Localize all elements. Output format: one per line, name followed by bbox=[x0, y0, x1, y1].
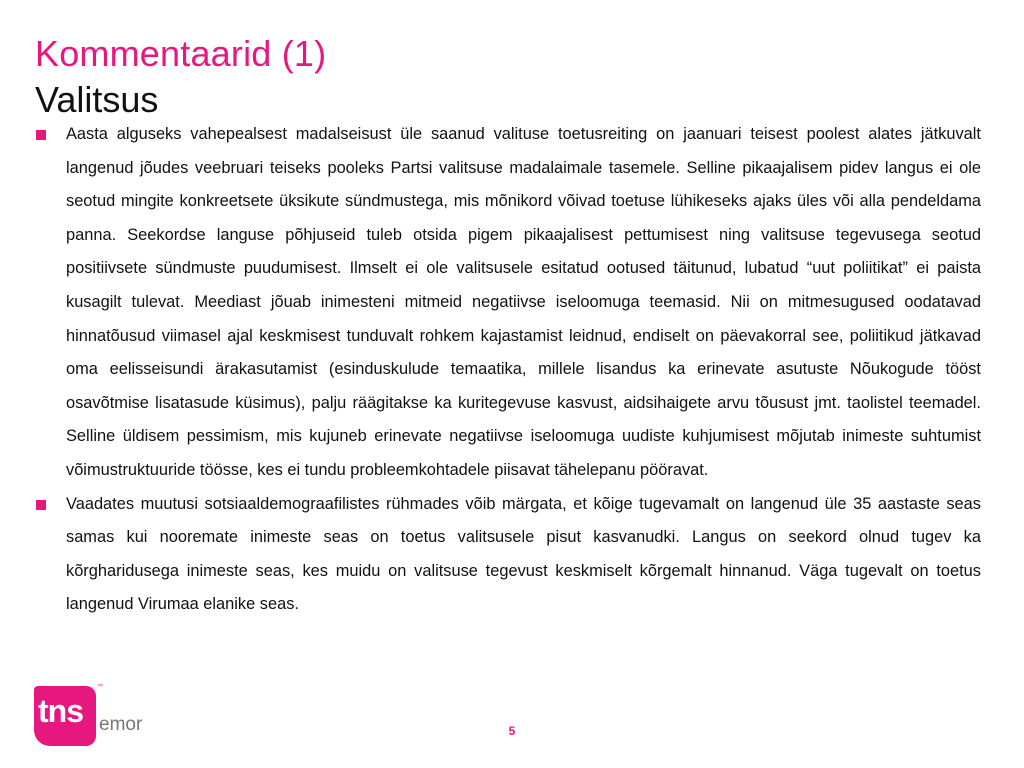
page-number: 5 bbox=[508, 724, 516, 738]
trademark-symbol: ™ bbox=[97, 684, 103, 690]
logo-brand-text: tns bbox=[38, 693, 83, 729]
tns-emor-logo bbox=[34, 686, 144, 748]
logo-mark bbox=[34, 686, 96, 746]
square-bullet-icon bbox=[36, 500, 46, 510]
slide-title: Kommentaarid (1) bbox=[35, 33, 327, 74]
bullet-text: Aasta alguseks vahepealsest madalseisust üle saanud valituse toetusreiting on jaanuari teisest poolest alates jätkuvalt langenud jõudes veebruari teiseks pooleks Partsi valitsuse madalaimale tasemele. Selline pikaajalisem pidev langus ei ole seotud mingite konkreetsete üksikute sündmustega, mis mõnikord võivad toetuse lühikeseks ajaks üles või alla pendeldama panna. Seekordse languse põhjuseid tuleb otsida pigem pikaajalisest pettumisest ning valitsuse tegevusega seotud positiivsete sündmuste puudumisest. Ilmselt ei ole valitsusele esitatud ootused täitunud, lubatud “uut poliitikat” ei paista kusagilt tulevat. Meediast jõuab inimesteni mitmeid negatiivse iseloomuga teemasid. Nii on mitmesugused oodatavad hinnatõusud viimasel ajal keskmisest tunduvalt rohkem kajastamist leidnud, endiselt on päevakorral see, poliitikud jätkavad oma eelisseisundi ärakasutamist (esinduskulude temaatika, millele lisandus ka erinevate asutuste Nõukogude tööst osavõtmise lisatasude küsimus), palju räägitakse ka kuritegevuse kasvust, aidsihaigete arvu tõusust jmt. taolistel teemadel. Selline üldisem pessimism, mis kujuneb erinevate negatiivse iseloomuga uudiste kuhjumisest mõjutab inimeste suhtumist võimustruktuuride töösse, kes ei tundu probleemkohtadele piisavat tähelepanu pööravat. bbox=[66, 125, 981, 479]
square-bullet-icon bbox=[36, 130, 46, 140]
bullet-list bbox=[35, 118, 981, 622]
bullet-text: Vaadates muutusi sotsiaaldemograafilistes rühmades võib märgata, et kõige tugevamalt on langenud üle 35 aastaste seas samas kui nooremate inimeste seas on toetus valitsusele pisut kasvanudki. Langus on seekord olnud tugev ka kõrgharidusega inimeste seas, kes muidu on valitsuse tegevust keskmiselt kõrgemalt hinnanud. Väga tugevalt on toetus langenud Virumaa elanike seas. bbox=[66, 494, 981, 614]
bullet-item bbox=[35, 488, 981, 622]
bullet-item bbox=[35, 118, 981, 488]
slide-subtitle: Valitsus bbox=[35, 79, 159, 120]
logo-suffix-text: emor bbox=[99, 714, 143, 735]
